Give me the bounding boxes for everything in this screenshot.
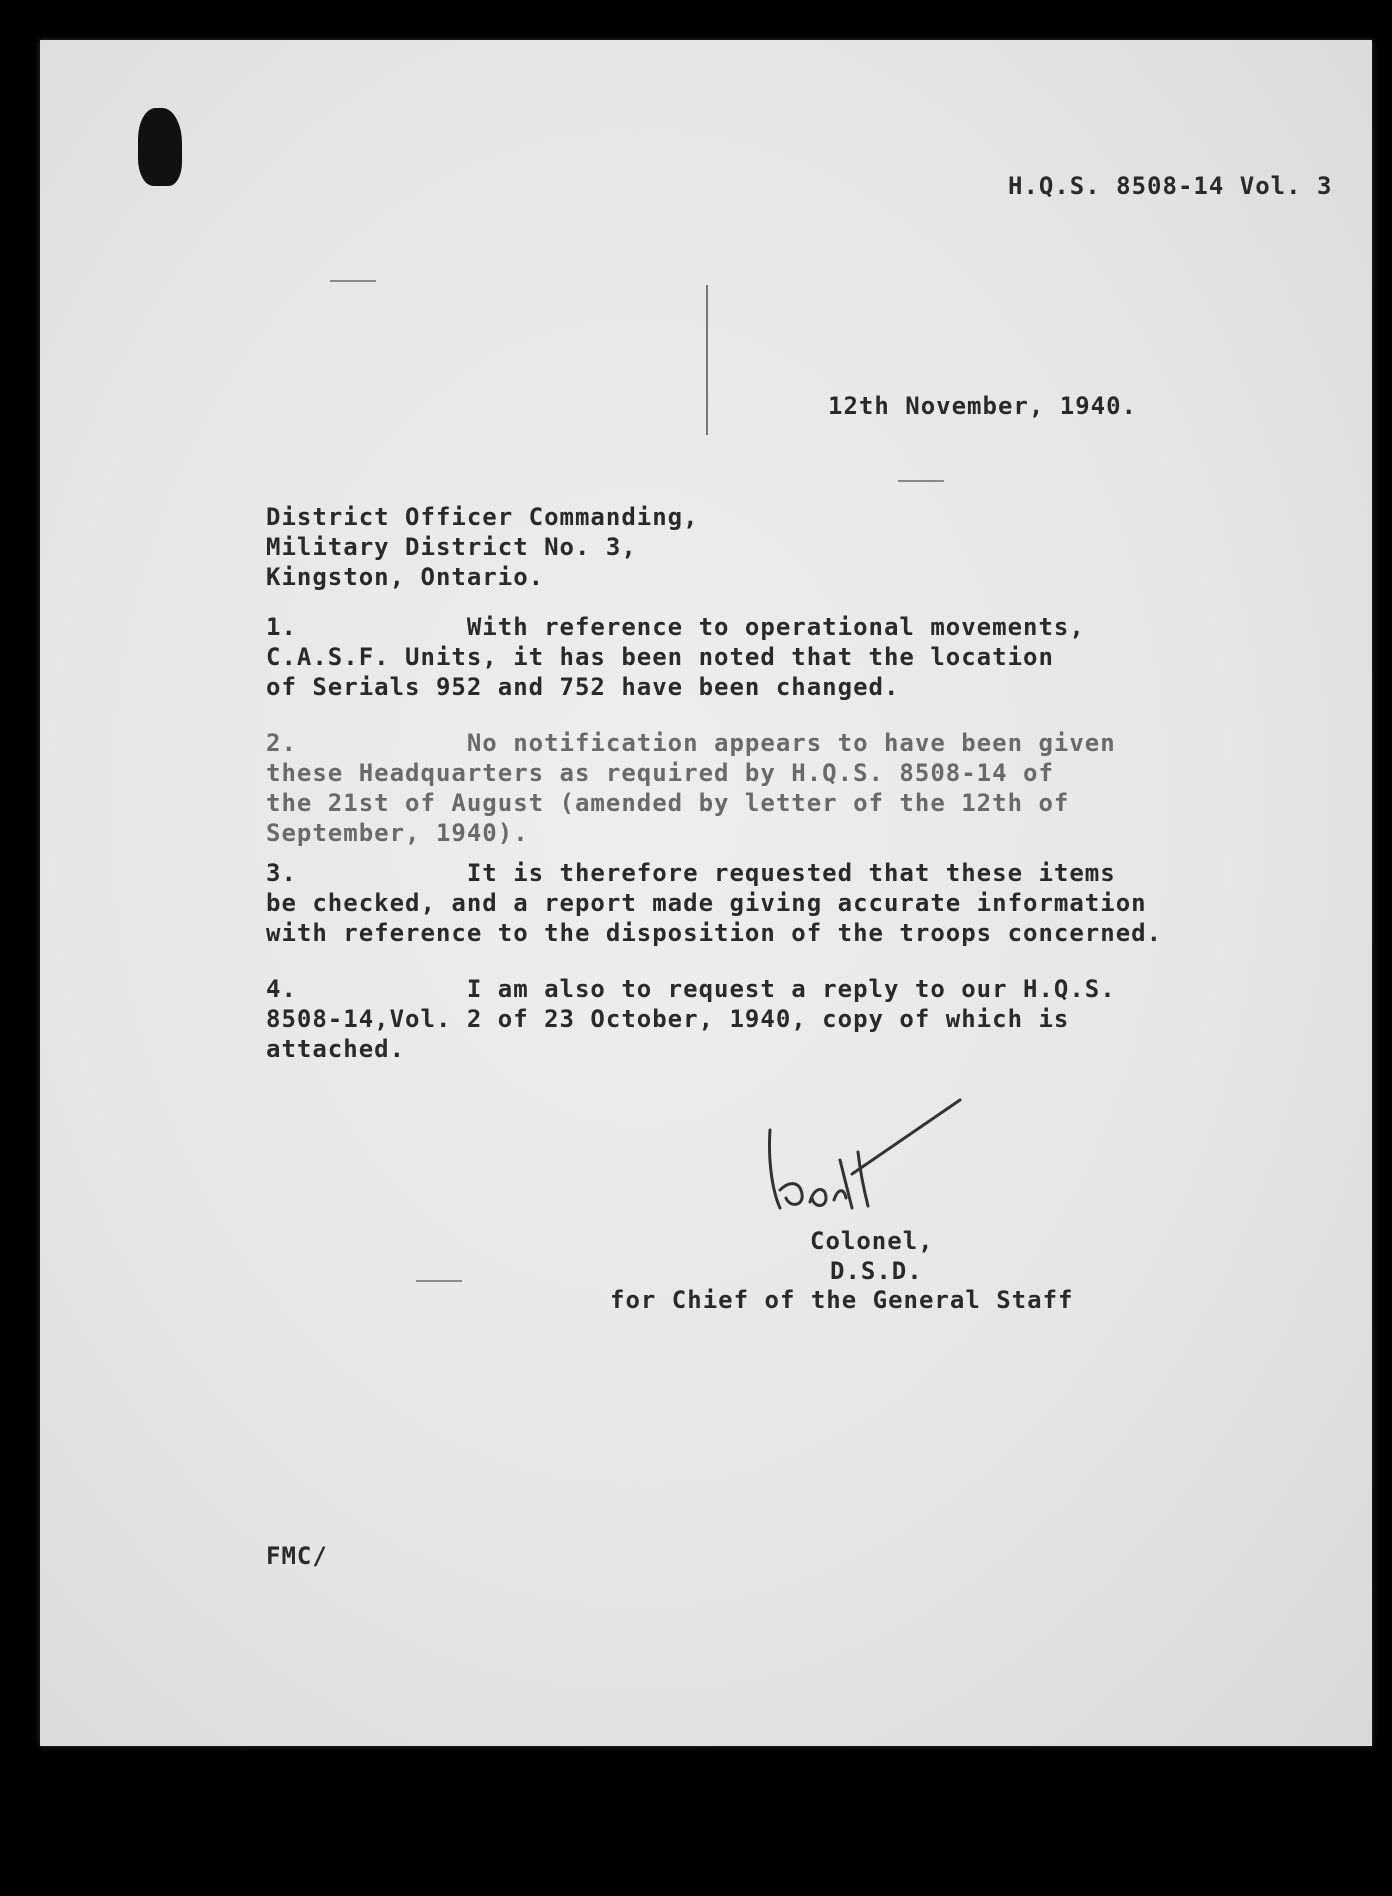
paragraph-line: be checked, and a report made giving accurate information — [266, 889, 1147, 917]
paragraph-4 — [266, 974, 1116, 1064]
address-line: Kingston, Ontario. — [266, 563, 545, 591]
paragraph-line: of Serials 952 and 752 have been changed. — [266, 673, 900, 701]
punch-hole — [138, 108, 182, 186]
signer-office: D.S.D. — [830, 1257, 923, 1285]
paragraph-line: with reference to the disposition of the troops concerned. — [266, 919, 1163, 947]
paragraph-line: attached. — [266, 1035, 406, 1063]
paragraph-2 — [266, 728, 1116, 848]
stray-mark — [330, 280, 376, 282]
stray-mark — [706, 285, 708, 435]
paragraph-line: 4. I am also to request a reply to our H.Q.S. — [266, 975, 1116, 1003]
paragraph-line: 2. No notification appears to have been given — [266, 729, 1116, 757]
letter-date: 12th November, 1940. — [828, 392, 1137, 420]
paragraph-line: these Headquarters as required by H.Q.S. 8508-14 of — [266, 759, 1054, 787]
typist-initials: FMC/ — [266, 1542, 328, 1570]
stray-mark — [898, 480, 944, 482]
paragraph-3 — [266, 858, 1162, 948]
signature-title — [810, 1226, 934, 1286]
paragraph-line: 8508-14,Vol. 2 of 23 October, 1940, copy of which is — [266, 1005, 1070, 1033]
file-reference: H.Q.S. 8508-14 Vol. 3 — [1008, 172, 1333, 200]
handwritten-signature — [760, 1090, 980, 1230]
stray-mark — [416, 1280, 462, 1282]
paragraph-line: C.A.S.F. Units, it has been noted that the location — [266, 643, 1054, 671]
paragraph-line: 1. With reference to operational movements, — [266, 613, 1085, 641]
signature-for-line: for Chief of the General Staff — [610, 1286, 1074, 1314]
paragraph-1 — [266, 612, 1085, 702]
address-line: Military District No. 3, — [266, 533, 637, 561]
recipient-address — [266, 502, 699, 592]
paragraph-line: 3. It is therefore requested that these items — [266, 859, 1116, 887]
paragraph-line: the 21st of August (amended by letter of the 12th of — [266, 789, 1070, 817]
address-line: District Officer Commanding, — [266, 503, 699, 531]
paragraph-line: September, 1940). — [266, 819, 529, 847]
signer-rank: Colonel, — [810, 1227, 934, 1255]
document-page — [40, 40, 1372, 1746]
